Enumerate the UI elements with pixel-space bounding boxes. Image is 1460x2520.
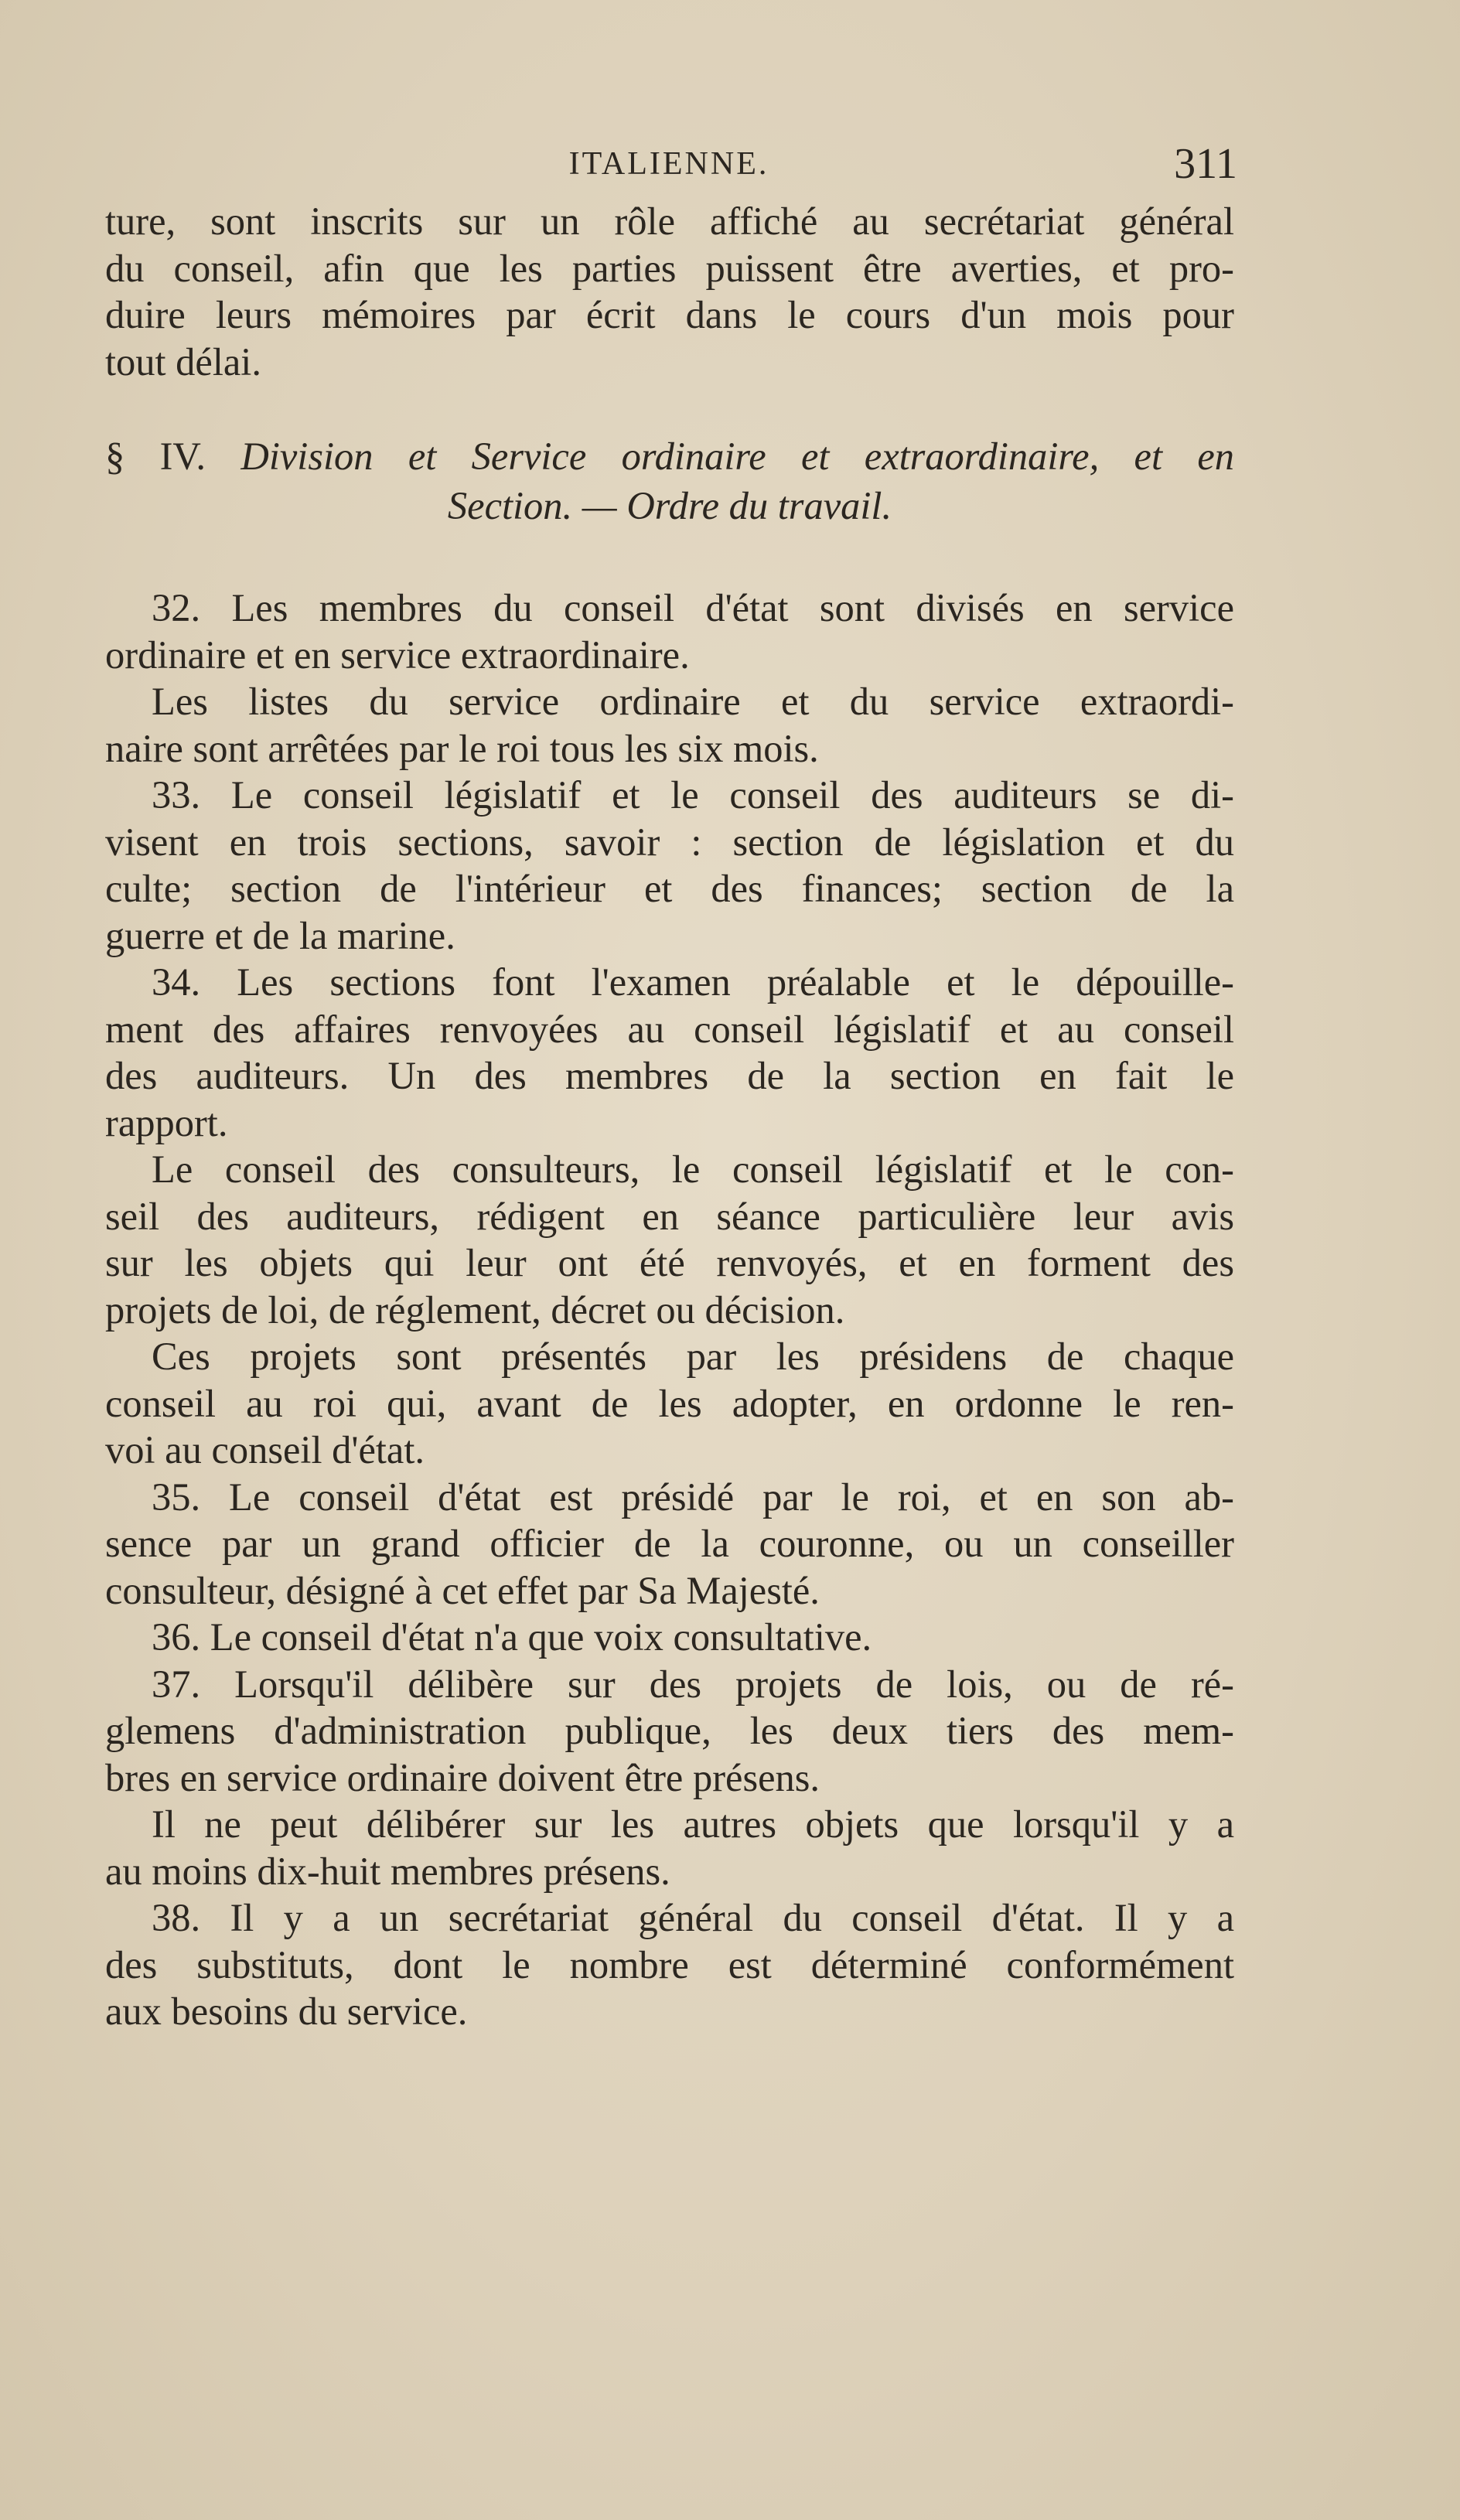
text-line: guerre et de la marine. (105, 913, 455, 957)
text-line: visent en trois sections, savoir : section de législation et du (105, 820, 1234, 864)
text-line: duire leurs mémoires par écrit dans le cours d'un mois pour (105, 293, 1234, 336)
page-text (105, 198, 1234, 2035)
text-line: consulteur, désigné à cet effet par Sa Majesté. (105, 1568, 820, 1612)
text-line: 32. Les membres du conseil d'état sont divisés en service (152, 586, 1234, 629)
text-line: des auditeurs. Un des membres de la section en fait le (105, 1054, 1234, 1097)
running-head (101, 139, 1237, 193)
text-line: projets de loi, de réglement, décret ou décision. (105, 1287, 845, 1332)
section-title-line-2: Section. — Ordre du travail. (447, 484, 892, 527)
text-line: naire sont arrêtées par le roi tous les six mois. (105, 726, 819, 770)
text-line: 37. Lorsqu'il délibère sur des projets de lois, ou de ré- (152, 1662, 1234, 1706)
text-line: 33. Le conseil législatif et le conseil des auditeurs se di- (152, 773, 1234, 817)
text-line: rapport. (105, 1100, 228, 1144)
page-number: 311 (1174, 140, 1237, 188)
section-title-line-1: Division et Service ordinaire et extraordinaire, et en (240, 435, 1235, 478)
text-line: ment des affaires renvoyées au conseil législatif et au conseil (105, 1007, 1234, 1051)
text-line: au moins dix-huit membres présens. (105, 1849, 670, 1893)
text-line: seil des auditeurs, rédigent en séance particulière leur avis (105, 1194, 1234, 1238)
text-line: culte; section de l'intérieur et des finances; section de la (105, 867, 1234, 910)
text-line: des substituts, dont le nombre est déterminé conformément (105, 1942, 1234, 1986)
text-line: Ces projets sont présentés par les présidens de chaque (152, 1335, 1234, 1378)
text-line: tout délai. (105, 339, 261, 384)
text-line: 34. Les sections font l'examen préalable et le dépouille- (152, 960, 1234, 1004)
section-heading (105, 431, 1234, 530)
section-sign: § IV. (105, 435, 206, 478)
text-line: voi au conseil d'état. (105, 1428, 425, 1471)
text-line: 38. Il y a un secrétariat général du conseil d'état. Il y a (152, 1896, 1234, 1939)
text-line: du conseil, afin que les parties puissent être averties, et pro- (105, 246, 1234, 290)
text-line: Les listes du service ordinaire et du service extraordi- (152, 680, 1234, 723)
text-line: sence par un grand officier de la couronne, ou un conseiller (105, 1522, 1234, 1565)
text-line: sur les objets qui leur ont été renvoyés, et en forment des (105, 1241, 1234, 1284)
text-line: ture, sont inscrits sur un rôle affiché au secrétariat général (105, 199, 1234, 243)
text-line: 36. Le conseil d'état n'a que voix consultative. (152, 1615, 872, 1659)
text-line: ordinaire et en service extraordinaire. (105, 633, 690, 677)
text-line: glemens d'administration publique, les deux tiers des mem- (105, 1709, 1234, 1752)
text-line: Le conseil des consulteurs, le conseil législatif et le con- (152, 1147, 1234, 1191)
running-head-title: ITALIENNE. (568, 146, 769, 182)
text-line: Il ne peut délibérer sur les autres objets que lorsqu'il y a (152, 1802, 1234, 1846)
text-line: bres en service ordinaire doivent être présens. (105, 1755, 820, 1799)
text-line: aux besoins du service. (105, 1990, 468, 2033)
text-line: conseil au roi qui, avant de les adopter, en ordonne le ren- (105, 1381, 1234, 1425)
text-line: 35. Le conseil d'état est présidé par le roi, et en son ab- (152, 1475, 1234, 1519)
